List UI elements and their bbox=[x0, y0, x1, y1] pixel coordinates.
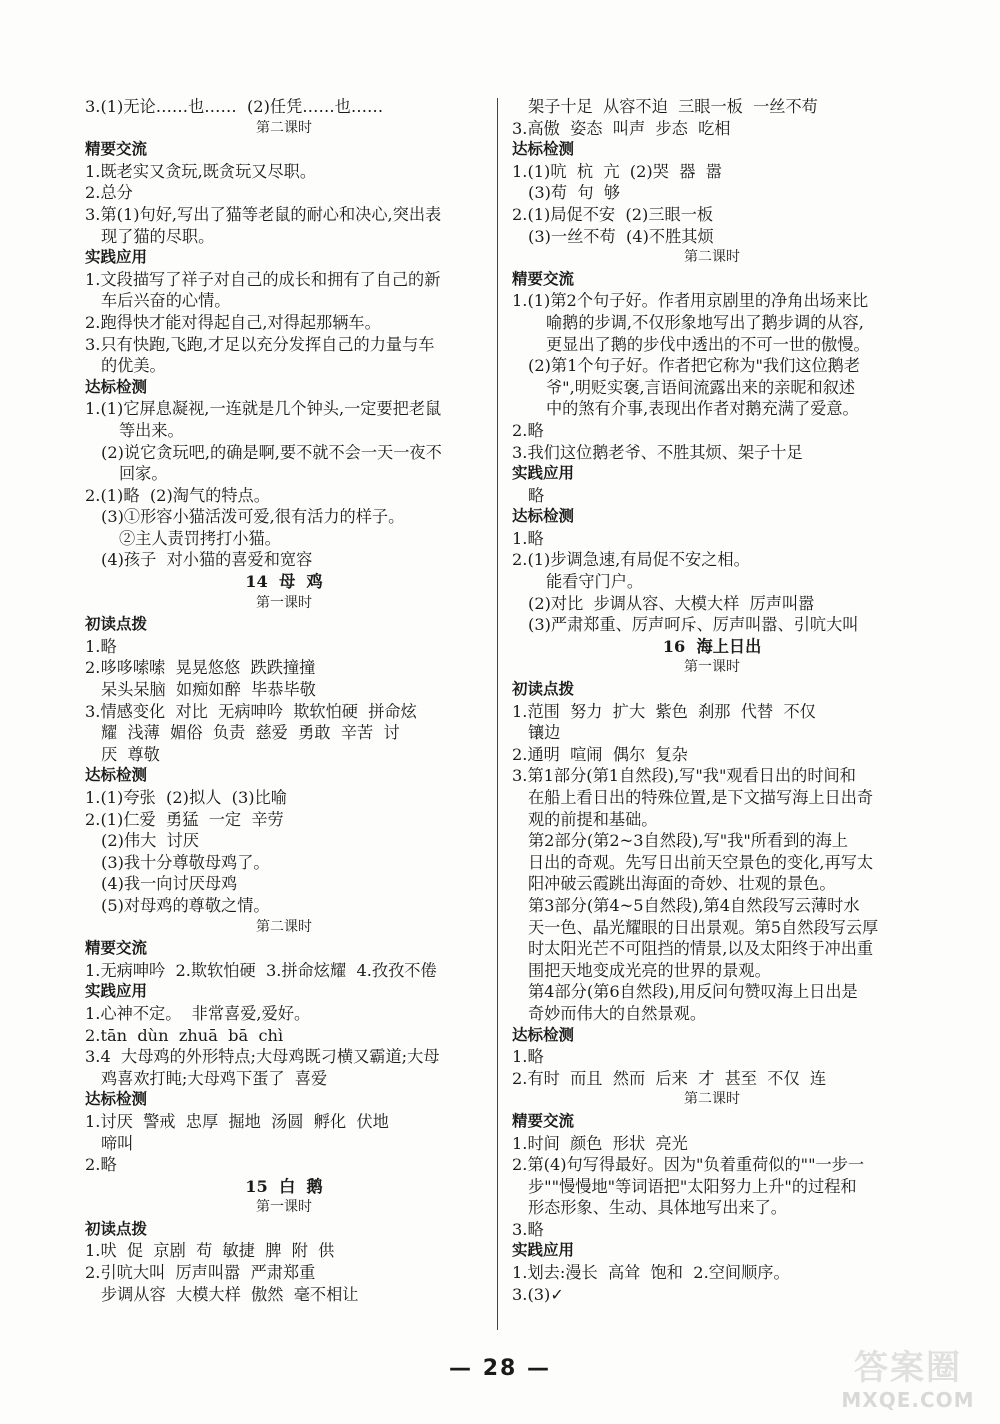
answer-line: 3.略 bbox=[512, 1219, 544, 1239]
watermark-logo bbox=[834, 1348, 982, 1418]
answer-line: (2)第1个句子好。作者把它称为"我们这位鹅老 bbox=[528, 356, 861, 376]
answer-line: 爷",明贬实褒,言语间流露出来的亲昵和叙述 bbox=[546, 377, 856, 397]
answer-line: 略 bbox=[528, 485, 545, 505]
answer-line: 3.情感变化 对比 无病呻吟 欺软怕硬 拼命炫 bbox=[85, 701, 417, 721]
answer-line: 1.略 bbox=[85, 636, 117, 656]
answer-line: 1.时间 颜色 形状 亮光 bbox=[512, 1133, 688, 1153]
answer-line: (3)①形容小猫活泼可爱,很有活力的样子。 bbox=[101, 507, 405, 527]
section-heading: 达标检测 bbox=[512, 140, 575, 159]
answer-line: 2.有时 而且 然而 后来 才 甚至 不仅 连 bbox=[512, 1068, 827, 1088]
section-heading: 精要交流 bbox=[512, 269, 575, 288]
lesson-title: 15 白 鹅 bbox=[245, 1176, 323, 1196]
section-heading: 实践应用 bbox=[512, 464, 575, 483]
answer-line: 啼叫 bbox=[101, 1133, 134, 1153]
answer-line: 3.4 大母鸡的外形特点;大母鸡既刁横又霸道;大母 bbox=[85, 1047, 440, 1067]
section-heading: 实践应用 bbox=[512, 1241, 575, 1260]
lesson-title: 14 母 鸡 bbox=[245, 572, 323, 592]
answer-line: 2.(1)仁爱 勇猛 一定 辛劳 bbox=[85, 809, 284, 829]
answer-line: 1.(1)它屏息凝视,一连就是几个钟头,一定要把老鼠 bbox=[85, 399, 442, 419]
answer-line: (2)伟大 讨厌 bbox=[101, 831, 199, 851]
answer-line: 2.第(4)句写得最好。因为"负着重荷似的""一步一 bbox=[512, 1155, 865, 1175]
answer-line: (3)严肃郑重、厉声呵斥、厉声叫嚣、引吭大叫 bbox=[528, 615, 859, 635]
answer-line: 的优美。 bbox=[101, 356, 166, 376]
answer-line: 2.(1)步调急速,有局促不安之相。 bbox=[512, 550, 750, 570]
answer-line: 现了猫的尽职。 bbox=[101, 226, 215, 246]
section-heading: 精要交流 bbox=[85, 140, 148, 159]
answer-line: 围把天地变成光亮的世界的景观。 bbox=[528, 960, 771, 980]
answer-line: 1.范围 努力 扩大 紫色 刹那 代替 不仅 bbox=[512, 701, 816, 721]
answer-line: 1.心神不定。 非常喜爱,爱好。 bbox=[85, 1003, 311, 1023]
answer-line: 更显出了鹅的步伐中透出的不可一世的傲慢。 bbox=[546, 334, 870, 354]
answer-line: 第4部分(第6自然段),用反问句赞叹海上日出是 bbox=[528, 982, 858, 1002]
section-heading: 精要交流 bbox=[85, 939, 148, 958]
section-heading: 达标检测 bbox=[85, 377, 148, 396]
answer-line: (3)我十分尊敬母鸡了。 bbox=[101, 852, 270, 872]
section-heading: 达标检测 bbox=[85, 766, 148, 785]
answer-line: 第2部分(第2~3自然段),写"我"所看到的海上 bbox=[528, 831, 848, 851]
answer-line: 1.(1)夸张 (2)拟人 (3)比喻 bbox=[85, 788, 287, 807]
answer-line: (4)孩子 对小猫的喜爱和宽容 bbox=[101, 550, 313, 570]
answer-line: 2.通明 喧闹 偶尔 复杂 bbox=[512, 744, 688, 764]
answer-line: 1.(1)吭 杭 亢 (2)哭 器 嚣 bbox=[512, 161, 722, 181]
section-heading: 初读点拨 bbox=[85, 1219, 148, 1238]
section-heading: 达标检测 bbox=[85, 1090, 148, 1109]
answer-line: (3)苟 句 够 bbox=[528, 183, 621, 203]
right-column bbox=[512, 96, 912, 1305]
lesson-subtitle: 第一课时 bbox=[684, 659, 740, 676]
answer-line: 2.总分 bbox=[85, 183, 133, 203]
answer-line: 1.无病呻吟 2.欺软怕硬 3.拼命炫耀 4.孜孜不倦 bbox=[85, 960, 437, 980]
answer-line: 时太阳光芒不可阻挡的情景,以及太阳终于冲出重 bbox=[528, 939, 874, 959]
lesson-subtitle: 第一课时 bbox=[256, 1199, 312, 1216]
answer-line: 2.哆哆嗦嗦 晃晃悠悠 跌跌撞撞 bbox=[85, 658, 316, 678]
lesson-subtitle: 第一课时 bbox=[256, 594, 312, 611]
answer-line: 2.跑得快才能对得起自己,对得起那辆车。 bbox=[85, 312, 381, 332]
answer-line: 2.引吭大叫 厉声叫嚣 严肃郑重 bbox=[85, 1263, 316, 1283]
lesson-subtitle: 第二课时 bbox=[256, 918, 312, 935]
answer-line: (2)对比 步调从容、大模大样 厉声叫嚣 bbox=[528, 593, 815, 613]
watermark-top-text: 答案圈 bbox=[854, 1348, 962, 1388]
answer-line: 步调从容 大模大样 傲然 毫不相让 bbox=[101, 1284, 359, 1304]
answer-line: ②主人责罚拷打小猫。 bbox=[119, 528, 281, 548]
section-heading: 精要交流 bbox=[512, 1111, 575, 1130]
answer-line: 2.略 bbox=[85, 1155, 117, 1175]
answer-line: (4)我一向讨厌母鸡 bbox=[101, 874, 238, 894]
section-heading: 达标检测 bbox=[512, 507, 575, 526]
answer-line: 2.(1)局促不安 (2)三眼一板 bbox=[512, 204, 714, 224]
answer-line: 步""慢慢地"等词语把"太阳努力上升"的过程和 bbox=[528, 1176, 857, 1196]
answer-line: 呆头呆脑 如痴如醉 毕恭毕敬 bbox=[101, 680, 316, 700]
answer-line: 1.略 bbox=[512, 528, 544, 548]
answer-line: 日出的奇观。先写日出前天空景色的变化,再写太 bbox=[528, 852, 874, 872]
left-column bbox=[85, 96, 483, 1305]
answer-line: 鸡喜欢打盹;大母鸡下蛋了 喜爱 bbox=[101, 1068, 328, 1088]
answer-line: 形态形象、生动、具体地写出来了。 bbox=[528, 1198, 787, 1218]
answer-line: 3.第1部分(第1自然段),写"我"观看日出的时间和 bbox=[512, 766, 856, 786]
answer-line: 2.tān dùn zhuā bā chì bbox=[85, 1025, 284, 1045]
lesson-title: 16 海上日出 bbox=[662, 636, 762, 656]
answer-line: 车后兴奋的心情。 bbox=[101, 291, 231, 311]
answer-line: 3.(1)无论……也…… (2)任凭……也…… bbox=[85, 97, 384, 116]
answer-line: 1.略 bbox=[512, 1047, 544, 1067]
answer-line: 1.讨厌 警戒 忠厚 掘地 汤圆 孵化 伏地 bbox=[85, 1111, 389, 1131]
answer-line: 2.略 bbox=[512, 420, 544, 440]
answer-line: 在船上看日出的特殊位置,是下文描写海上日出奇 bbox=[528, 788, 874, 807]
column-divider bbox=[497, 98, 498, 1330]
answer-line: 3.只有快跑,飞跑,才足以充分发挥自己的力量与车 bbox=[85, 334, 435, 354]
answer-line: 回家。 bbox=[119, 464, 168, 484]
section-heading: 实践应用 bbox=[85, 982, 148, 1001]
answer-line: 等出来。 bbox=[119, 420, 184, 440]
answer-line: 奇妙而伟大的自然景观。 bbox=[528, 1003, 707, 1023]
answer-line: 耀 浅薄 媚俗 负责 慈爱 勇敢 辛苦 讨 bbox=[101, 723, 400, 743]
answer-line: 3.(3)✓ bbox=[512, 1284, 564, 1304]
answer-line: 3.第(1)句好,写出了猫等老鼠的耐心和决心,突出表 bbox=[85, 204, 442, 224]
answer-line: 3.我们这位鹅老爷、不胜其烦、架子十足 bbox=[512, 442, 803, 462]
answer-line: (5)对母鸡的尊敬之情。 bbox=[101, 895, 270, 915]
answer-line: 厌 尊敬 bbox=[101, 744, 160, 764]
answer-line: 1.文段描写了祥子对自己的成长和拥有了自己的新 bbox=[85, 269, 441, 289]
section-heading: 初读点拨 bbox=[512, 680, 575, 699]
section-heading: 初读点拨 bbox=[85, 615, 148, 634]
answer-line: 观的前提和基础。 bbox=[528, 809, 658, 829]
answer-line: 1.划去:漫长 高耸 饱和 2.空间顺序。 bbox=[512, 1263, 790, 1283]
answer-line: 镶边 bbox=[528, 723, 561, 743]
watermark-bottom-text: MXQE.COM bbox=[841, 1388, 975, 1412]
answer-line: (2)说它贪玩吧,的确是啊,要不就不会一天一夜不 bbox=[101, 442, 442, 462]
answer-line: (3)一丝不苟 (4)不胜其烦 bbox=[528, 226, 714, 246]
answer-line: 架子十足 从容不迫 三眼一板 一丝不苟 bbox=[528, 97, 818, 116]
answer-line: 第3部分(第4~5自然段),第4自然段写云薄时水 bbox=[528, 895, 860, 915]
answer-line: 3.高傲 姿态 叫声 步态 吃相 bbox=[512, 118, 731, 138]
answer-line: 1.(1)第2个句子好。作者用京剧里的净角出场来比 bbox=[512, 291, 869, 311]
page-number: — 28 — bbox=[449, 1356, 551, 1381]
section-heading: 实践应用 bbox=[85, 248, 148, 267]
lesson-subtitle: 第二课时 bbox=[684, 249, 740, 266]
answer-line: 阳冲破云霞跳出海面的奇妙、壮观的景色。 bbox=[528, 874, 836, 894]
answer-line: 天一色、晶光耀眼的日出景观。第5自然段写云厚 bbox=[528, 917, 879, 937]
answer-line: 能看守门户。 bbox=[546, 572, 644, 592]
answer-line: 1.既老实又贪玩,既贪玩又尽职。 bbox=[85, 161, 317, 181]
lesson-subtitle: 第二课时 bbox=[256, 119, 312, 136]
answer-line: 1.吠 促 京剧 苟 敏捷 脾 附 供 bbox=[85, 1241, 335, 1261]
answer-line: 喻鹅的步调,不仅形象地写出了鹅步调的从容, bbox=[546, 312, 864, 332]
answer-line: 2.(1)略 (2)淘气的特点。 bbox=[85, 485, 270, 505]
answer-line: 中的煞有介事,表现出作者对鹅充满了爱意。 bbox=[546, 399, 859, 419]
section-heading: 达标检测 bbox=[512, 1025, 575, 1044]
lesson-subtitle: 第二课时 bbox=[684, 1091, 740, 1108]
